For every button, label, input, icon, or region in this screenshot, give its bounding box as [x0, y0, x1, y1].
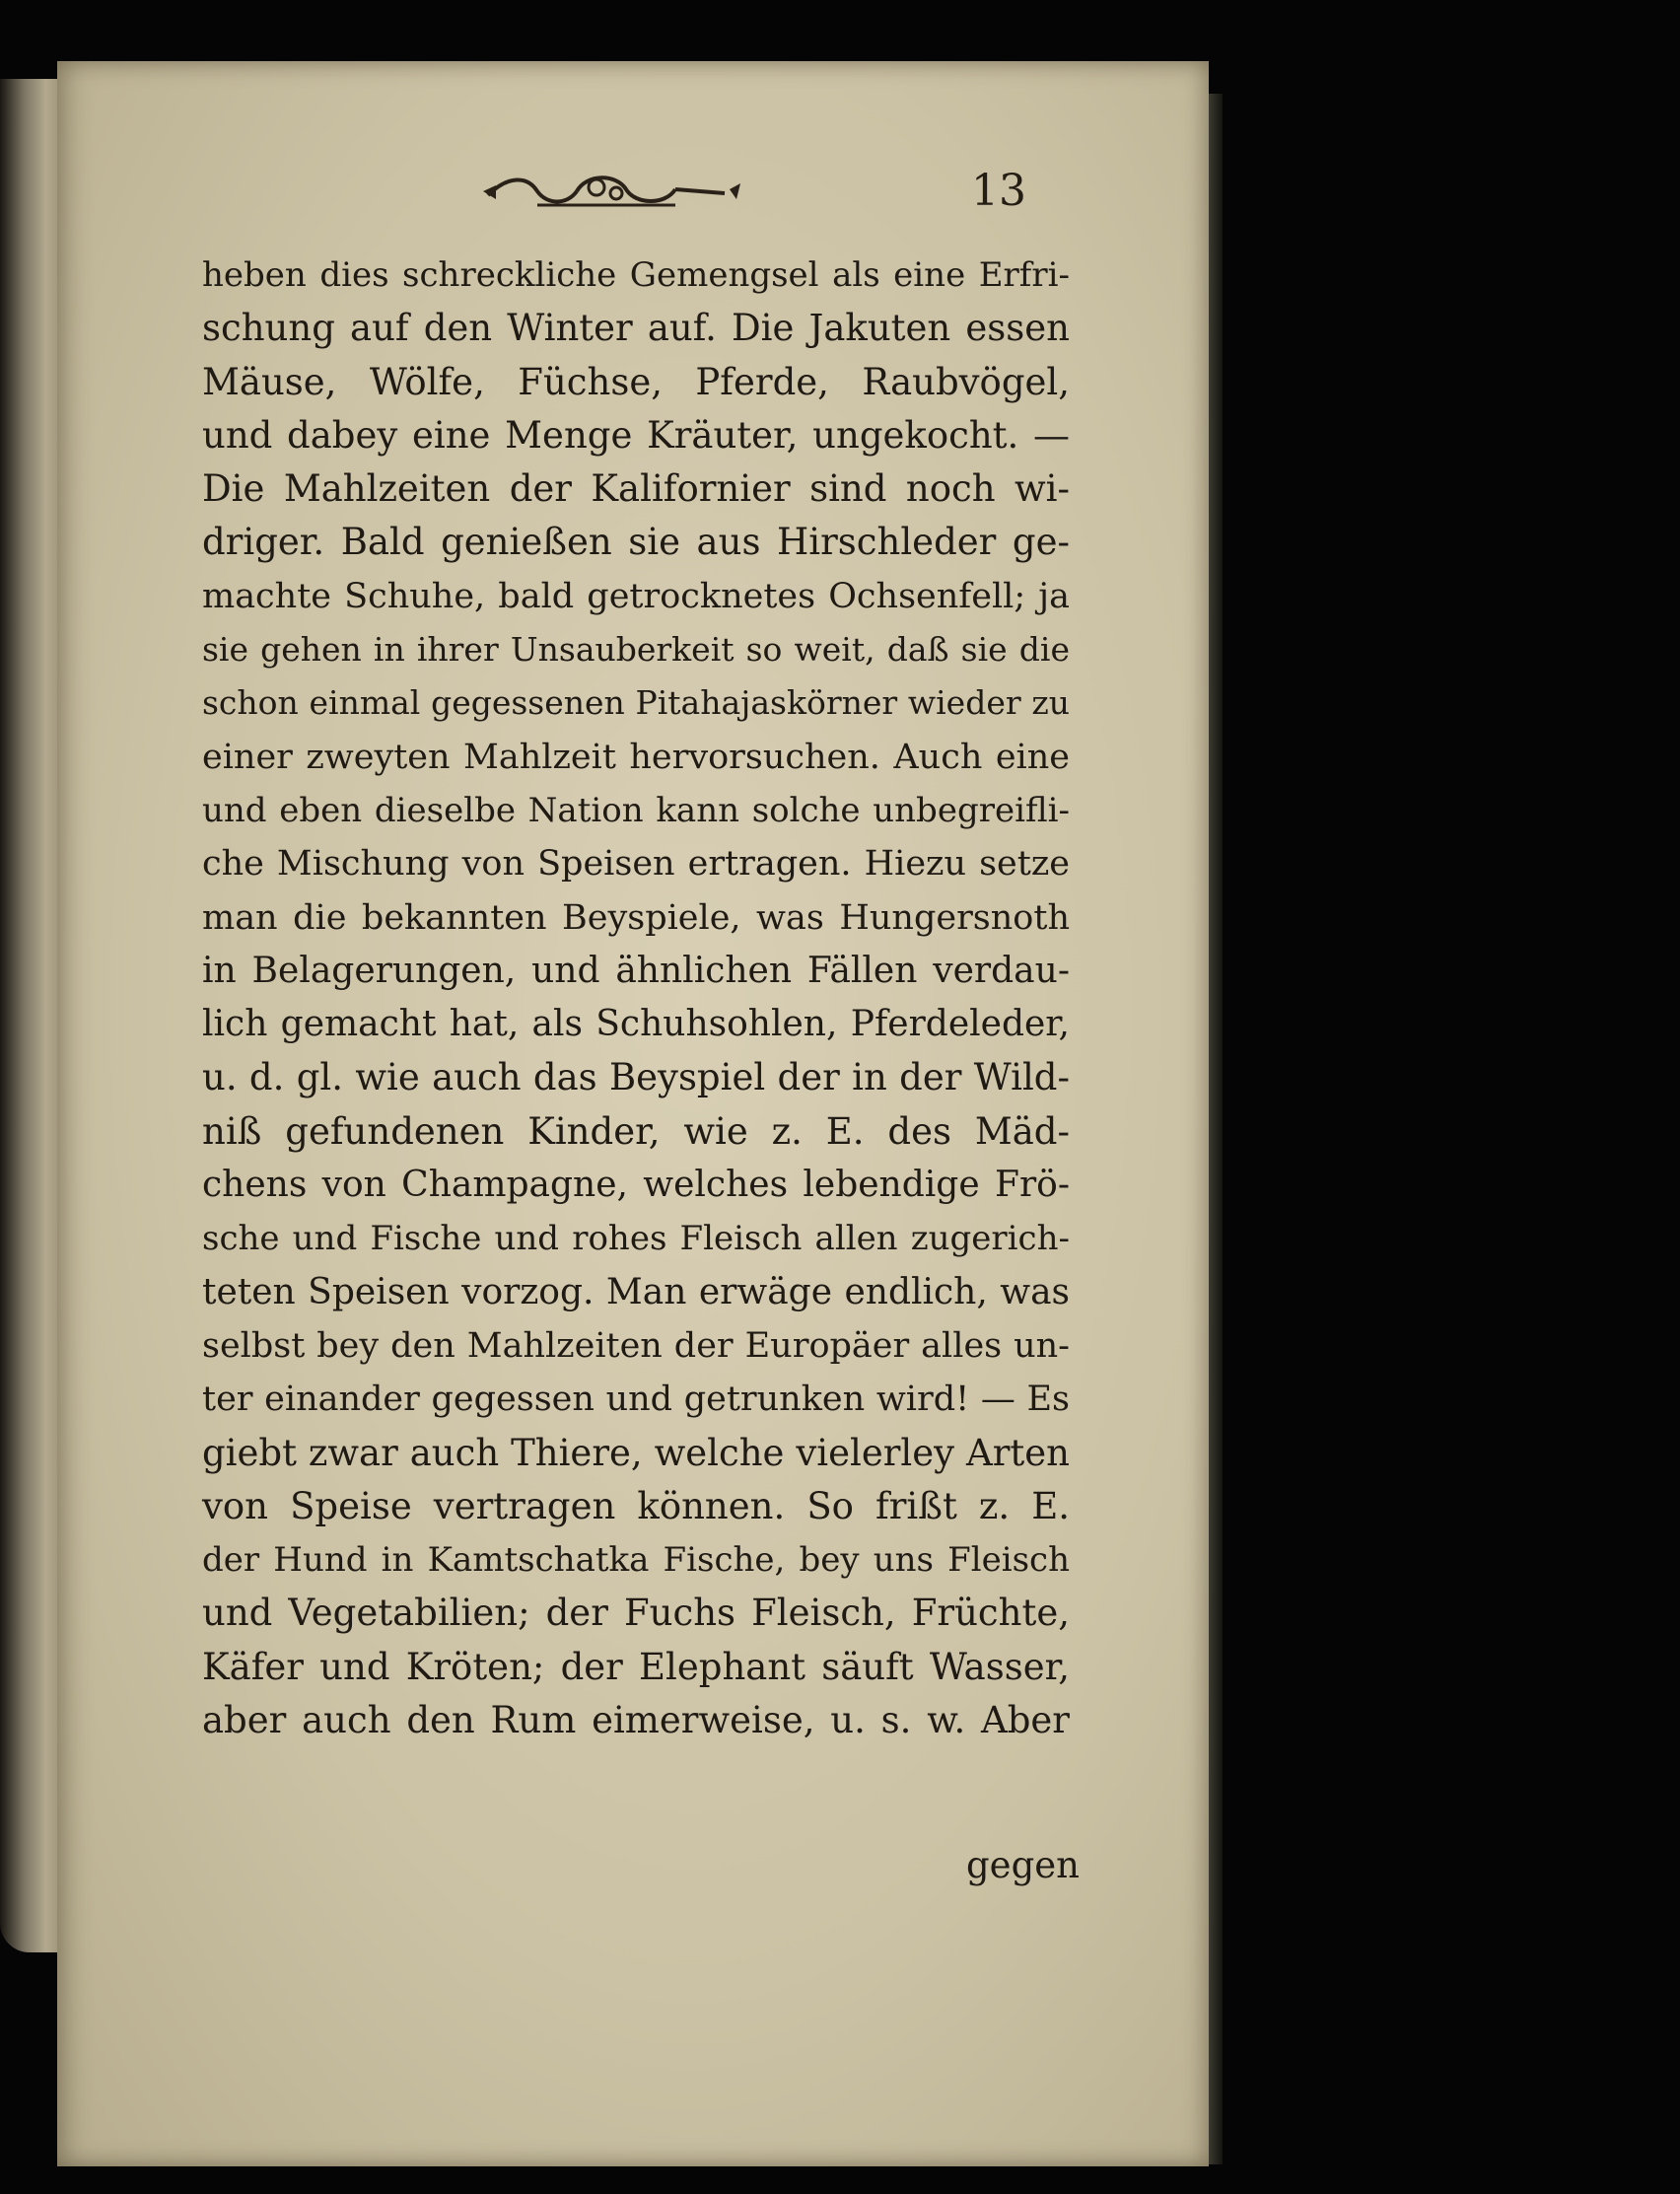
- text-line: schon einmal gegessenen Pitahajaskörner wieder zu: [202, 683, 1070, 723]
- text-line: und dabey eine Menge Kräuter, ungekocht. —: [202, 413, 1070, 457]
- text-line: sie gehen in ihrer Unsauberkeit so weit, daß sie die: [202, 630, 1070, 670]
- text-line: u. d. gl. wie auch das Beyspiel der in der Wild-: [202, 1056, 1070, 1099]
- page-number: 13: [971, 166, 1026, 216]
- text-line: lich gemacht hat, als Schuhsohlen, Pferdeleder,: [202, 1004, 1070, 1045]
- catchword: gegen: [966, 1844, 1080, 1886]
- text-line: man die bekannten Beyspiele, was Hungersnoth: [202, 897, 1070, 938]
- text-line: selbst bey den Mahlzeiten der Europäer alles un-: [202, 1325, 1070, 1366]
- text-line: in Belagerungen, und ähnlichen Fällen verdau-: [202, 950, 1070, 991]
- body-text: [202, 248, 1070, 1747]
- text-line: machte Schuhe, bald getrocknetes Ochsenfell; ja: [202, 576, 1070, 616]
- text-line: driger. Bald genießen sie aus Hirschleder ge-: [202, 521, 1070, 564]
- text-line: Die Mahlzeiten der Kalifornier sind noch wi-: [202, 467, 1070, 511]
- text-line: sche und Fische und rohes Fleisch allen zugerich-: [202, 1219, 1070, 1259]
- page-edge-shadow: [1209, 94, 1223, 2164]
- text-line: teten Speisen vorzog. Man erwäge endlich, was: [202, 1271, 1070, 1312]
- header-ornament: [478, 166, 744, 217]
- text-line: giebt zwar auch Thiere, welche vielerley Arten: [202, 1431, 1070, 1474]
- text-line: einer zweyten Mahlzeit hervorsuchen. Auch eine: [202, 737, 1070, 777]
- facing-page-edge: [0, 79, 61, 1952]
- text-line: schung auf den Winter auf. Die Jakuten essen: [202, 307, 1070, 350]
- text-line: und Vegetabilien; der Fuchs Fleisch, Früchte,: [202, 1592, 1070, 1635]
- text-line: che Mischung von Speisen ertragen. Hiezu setze: [202, 844, 1070, 885]
- text-line: chens von Champagne, welches lebendige Frö-: [202, 1165, 1070, 1206]
- text-line: aber auch den Rum eimerweise, u. s. w. Aber: [202, 1699, 1070, 1742]
- text-line: niß gefundenen Kinder, wie z. E. des Mäd-: [202, 1109, 1070, 1153]
- text-line: der Hund in Kamtschatka Fische, bey uns Fleisch: [202, 1540, 1070, 1581]
- text-line: ter einander gegessen und getrunken wird! — Es: [202, 1380, 1070, 1420]
- text-line: und eben dieselbe Nation kann solche unbegreifli-: [202, 790, 1070, 830]
- text-line: Mäuse, Wölfe, Füchse, Pferde, Raubvögel,: [202, 360, 1070, 403]
- text-line: von Speise vertragen können. So frißt z. E.: [202, 1484, 1070, 1527]
- text-line: heben dies schreckliche Gemengsel als eine Erfri-: [202, 255, 1070, 295]
- text-line: Käfer und Kröten; der Elephant säuft Wasser,: [202, 1645, 1070, 1688]
